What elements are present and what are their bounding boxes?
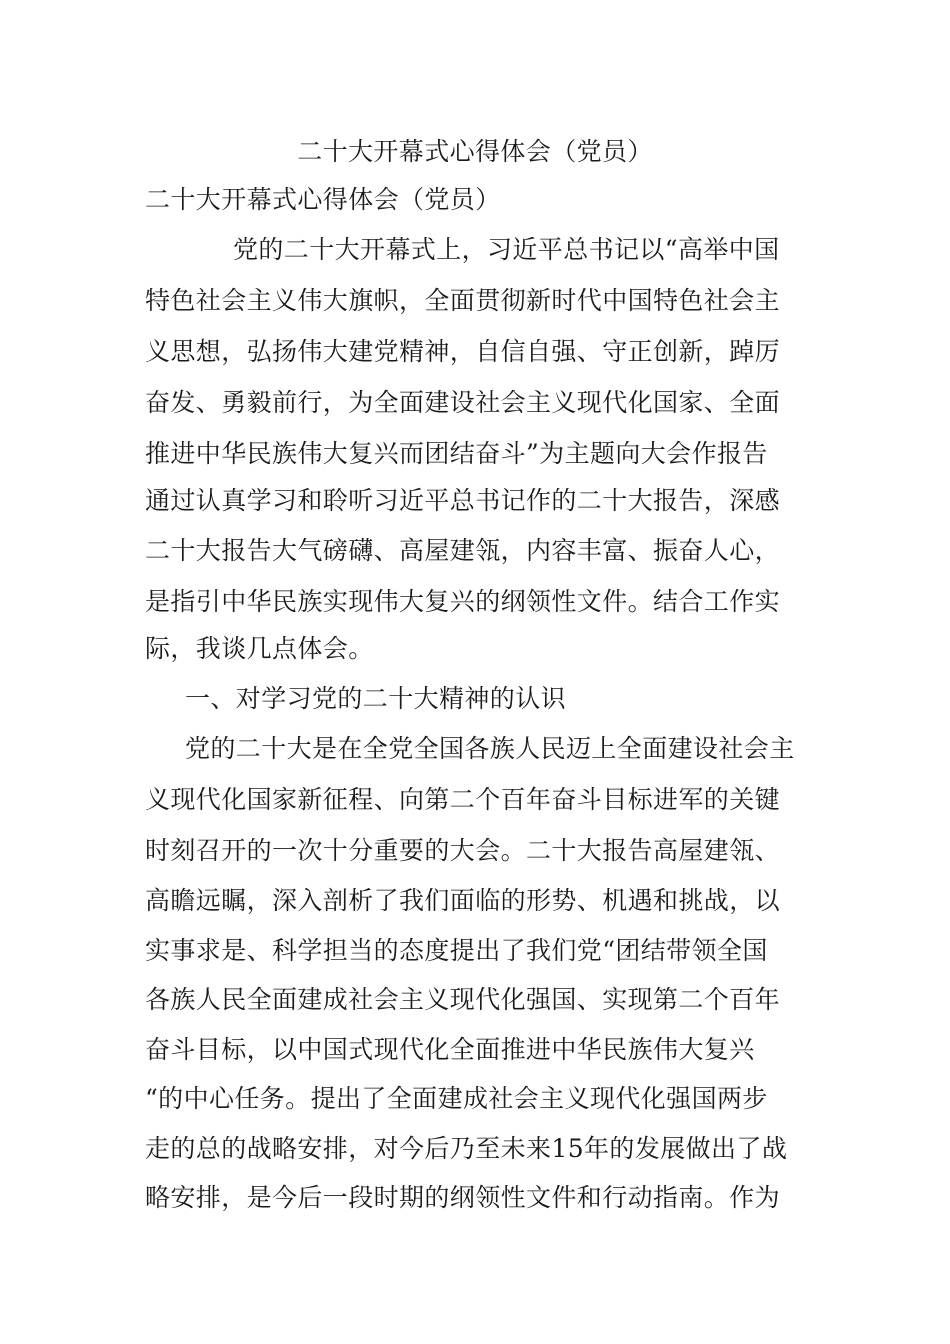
paragraph-line: 奋发、勇毅前行，为全面建设社会主义现代化国家、全面: [145, 388, 781, 417]
section-heading: 一、对学习党的二十大精神的认识: [185, 684, 567, 713]
paragraph-line: 特色社会主义伟大旗帜，全面贯彻新时代中国特色社会主: [145, 286, 781, 315]
paragraph-line: 义现代化国家新征程、向第二个百年奋斗目标进军的关键: [145, 785, 781, 814]
paragraph-line: 义思想，弘扬伟大建党精神，自信自强、守正创新，踔厉: [145, 337, 781, 366]
paragraph-line: 时刻召开的一次十分重要的大会。二十大报告高屋建瓴、: [145, 836, 781, 865]
paragraph-line: 奋斗目标，以中国式现代化全面推进中华民族伟大复兴: [145, 1035, 755, 1064]
paragraph-line: 各族人民全面建成社会主义现代化强国、实现第二个百年: [145, 985, 781, 1014]
paragraph-line: 通过认真学习和聆听习近平总书记作的二十大报告，深感: [145, 486, 781, 515]
paragraph-line: 际，我谈几点体会。: [145, 634, 374, 663]
document-subtitle: 二十大开幕式心得体会（党员）: [145, 185, 501, 214]
paragraph-line: 党的二十大是在全党全国各族人民迈上全面建设社会主: [185, 734, 795, 763]
paragraph-line: 党的二十大开幕式上，习近平总书记以“高举中国: [233, 235, 780, 264]
paragraph-line: 是指引中华民族实现伟大复兴的纲领性文件。结合工作实: [145, 587, 781, 616]
paragraph-line: 二十大报告大气磅礴、高屋建瓴，内容丰富、振奋人心，: [145, 536, 781, 565]
paragraph-line: 高瞻远瞩，深入剖析了我们面临的形势、机遇和挑战，以: [145, 886, 781, 915]
paragraph-line: 略安排，是今后一段时期的纲领性文件和行动指南。作为: [145, 1183, 781, 1212]
paragraph-line: 推进中华民族伟大复兴而团结奋斗”为主题向大会作报告: [145, 439, 768, 468]
paragraph-line: 实事求是、科学担当的态度提出了我们党“团结带领全国: [145, 936, 768, 965]
document-title: 二十大开幕式心得体会（党员）: [297, 137, 653, 166]
paragraph-line: 走的总的战略安排，对今后乃至未来15年的发展做出了战: [145, 1134, 788, 1163]
paragraph-line: “的中心任务。提出了全面建成社会主义现代化强国两步: [145, 1084, 768, 1113]
